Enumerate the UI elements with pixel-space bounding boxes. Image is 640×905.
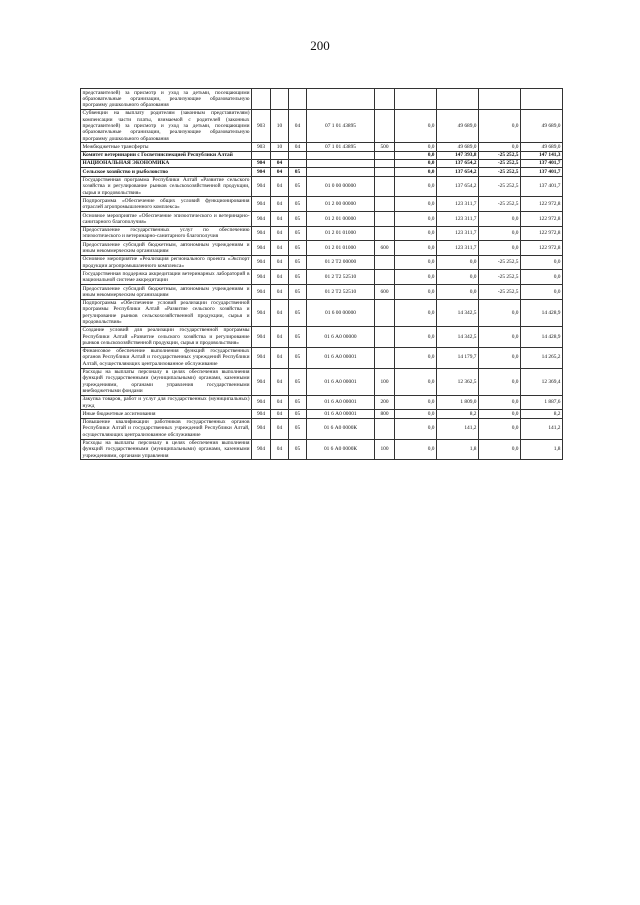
amount-1: 0,0 bbox=[395, 226, 437, 241]
target-article-code: 01 6 А0 00000 bbox=[307, 326, 375, 347]
amount-total: 147 141,3 bbox=[521, 151, 563, 159]
row-name: Сельское хозяйство и рыболовство bbox=[81, 168, 252, 176]
amount-change: 0,0 bbox=[479, 439, 521, 460]
target-article-code: 01 2 T2 52510 bbox=[307, 270, 375, 285]
amount-total: 0,0 bbox=[521, 270, 563, 285]
amount-change: 0,0 bbox=[479, 368, 521, 395]
amount-1: 0,0 bbox=[395, 255, 437, 270]
row-name: Финансовое обеспечение выполнения функций государственных органов Республики Алтай и государственных учреждений Республики Алтай, осуществляющих централизованное обслуживание bbox=[82, 348, 250, 367]
amount-change: -25 252,5 bbox=[479, 285, 521, 300]
amount-2: 1,8 bbox=[437, 439, 479, 460]
amount-1: 0,0 bbox=[395, 285, 437, 300]
amount-2: 141,2 bbox=[437, 418, 479, 439]
admin-code: 904 bbox=[252, 255, 271, 270]
admin-code: 904 bbox=[252, 176, 271, 197]
amount-total: 49 689,0 bbox=[521, 109, 563, 142]
admin-code: 904 bbox=[252, 299, 271, 326]
subsection-code: 05 bbox=[289, 212, 307, 227]
amount-1: 0,0 bbox=[395, 241, 437, 256]
target-article-code: 07 1 01 43895 bbox=[307, 109, 375, 142]
admin-code: 904 bbox=[252, 368, 271, 395]
admin-code: 904 bbox=[252, 212, 271, 227]
table-row bbox=[81, 347, 563, 368]
amount-change: 0,0 bbox=[479, 299, 521, 326]
amount-total: 122 972,8 bbox=[521, 226, 563, 241]
section-code: 04 bbox=[271, 212, 289, 227]
amount-change bbox=[479, 89, 521, 110]
amount-2: 123 311,7 bbox=[437, 197, 479, 212]
amount-change: 0,0 bbox=[479, 347, 521, 368]
section-code: 10 bbox=[271, 109, 289, 142]
amount-2: 147 393,8 bbox=[437, 151, 479, 159]
table-row bbox=[81, 439, 563, 460]
section-code: 04 bbox=[271, 270, 289, 285]
section-code: 04 bbox=[271, 197, 289, 212]
amount-1: 0,0 bbox=[395, 439, 437, 460]
target-article-code bbox=[307, 168, 375, 176]
amount-1: 0,0 bbox=[395, 197, 437, 212]
target-article-code: 01 2 01 00000 bbox=[307, 212, 375, 227]
row-name: представителей) за присмотр и уход за детьми, посещающими образовательные организации, реализующие образовательную программу дошкольного образования bbox=[82, 89, 250, 109]
target-article-code: 01 6 А0 00001 bbox=[307, 368, 375, 395]
expense-type-code bbox=[375, 159, 395, 167]
subsection-code: 05 bbox=[289, 241, 307, 256]
row-name: Подпрограмма «Обеспечение условий реализации государственной программы Республики Алтай «Развитие сельского хозяйства и регулирование рынков сельскохозяйственной продукции, сырья и продовольствия» bbox=[82, 300, 250, 325]
expense-type-code: 100 bbox=[375, 439, 395, 460]
subsection-code: 05 bbox=[289, 299, 307, 326]
section-code: 04 bbox=[271, 176, 289, 197]
subsection-code: 05 bbox=[289, 368, 307, 395]
section-code: 04 bbox=[271, 255, 289, 270]
row-name: Комитет ветеринарии с Госветинспекцией Республики Алтай bbox=[81, 151, 252, 159]
section-code: 04 bbox=[271, 410, 289, 418]
amount-1: 0,0 bbox=[395, 159, 437, 167]
row-name: Основное мероприятие «Обеспечение эпизоотического и ветеринарно-санитарного благополучия» bbox=[82, 212, 250, 225]
table-row bbox=[81, 395, 563, 410]
amount-1: 0,0 bbox=[395, 270, 437, 285]
subsection-code bbox=[289, 89, 307, 110]
admin-code: 904 bbox=[252, 159, 271, 167]
amount-1: 0,0 bbox=[395, 368, 437, 395]
amount-total: 141,2 bbox=[521, 418, 563, 439]
expense-type-code: 100 bbox=[375, 368, 395, 395]
row-name: Повышение квалификации работников государственных органов Республики Алтай и государственных учреждений Республики Алтай, осуществляющих централизованное обслуживание bbox=[82, 419, 250, 438]
table-row bbox=[81, 159, 563, 167]
amount-2: 12 362,5 bbox=[437, 368, 479, 395]
expense-type-code bbox=[375, 151, 395, 159]
amount-2: 123 311,7 bbox=[437, 226, 479, 241]
amount-1: 0,0 bbox=[395, 326, 437, 347]
section-code: 04 bbox=[271, 241, 289, 256]
expense-type-code bbox=[375, 89, 395, 110]
target-article-code: 01 6 А0 00001 bbox=[307, 395, 375, 410]
expense-type-code: 600 bbox=[375, 285, 395, 300]
amount-1: 0,0 bbox=[395, 410, 437, 418]
target-article-code: 01 2 T2 52510 bbox=[307, 285, 375, 300]
amount-2: 49 689,0 bbox=[437, 109, 479, 142]
table-row bbox=[81, 151, 563, 159]
amount-2: 137 654,2 bbox=[437, 176, 479, 197]
amount-2: 14 342,5 bbox=[437, 326, 479, 347]
subsection-code: 05 bbox=[289, 418, 307, 439]
amount-change: 0,0 bbox=[479, 410, 521, 418]
amount-change: 0,0 bbox=[479, 418, 521, 439]
row-name: Субвенции на выплату родителям (законным представителям) компенсации части платы, взимаемой с родителей (законных представителей) за присмотр и уход за детьми, посещающими образовательные организации, реализующие образовательную программу дошкольного образования bbox=[82, 110, 250, 142]
admin-code: 904 bbox=[252, 439, 271, 460]
subsection-code: 05 bbox=[289, 197, 307, 212]
table-row bbox=[81, 143, 563, 151]
expense-type-code: 200 bbox=[375, 395, 395, 410]
expense-type-code bbox=[375, 226, 395, 241]
subsection-code: 05 bbox=[289, 255, 307, 270]
target-article-code bbox=[307, 159, 375, 167]
table-row bbox=[81, 410, 563, 418]
row-name: Предоставление государственных услуг по обеспечению эпизоотического и ветеринарно-санитарного благополучия bbox=[82, 227, 250, 240]
amount-change: -25 252,5 bbox=[479, 151, 521, 159]
expense-type-code: 800 bbox=[375, 410, 395, 418]
subsection-code: 05 bbox=[289, 439, 307, 460]
amount-1: 0,0 bbox=[395, 299, 437, 326]
amount-2: 49 689,0 bbox=[437, 143, 479, 151]
subsection-code: 05 bbox=[289, 410, 307, 418]
row-name: Закупка товаров, работ и услуг для государственных (муниципальных) нужд bbox=[82, 396, 250, 409]
amount-2 bbox=[437, 89, 479, 110]
section-code: 04 bbox=[271, 347, 289, 368]
subsection-code: 04 bbox=[289, 143, 307, 151]
amount-2: 123 311,7 bbox=[437, 212, 479, 227]
amount-1: 0,0 bbox=[395, 176, 437, 197]
table-row bbox=[81, 299, 563, 326]
row-name: Межбюджетные трансферты bbox=[81, 143, 252, 151]
amount-change: -25 252,5 bbox=[479, 270, 521, 285]
amount-2: 123 311,7 bbox=[437, 241, 479, 256]
subsection-code: 05 bbox=[289, 326, 307, 347]
amount-change: -25 252,5 bbox=[479, 197, 521, 212]
amount-2: 137 654,2 bbox=[437, 159, 479, 167]
subsection-code bbox=[289, 151, 307, 159]
target-article-code: 01 6 А0 0000К bbox=[307, 418, 375, 439]
row-name: НАЦИОНАЛЬНАЯ ЭКОНОМИКА bbox=[81, 159, 252, 167]
admin-code bbox=[252, 89, 271, 110]
amount-2: 1 809,0 bbox=[437, 395, 479, 410]
amount-change: 0,0 bbox=[479, 212, 521, 227]
amount-change: 0,0 bbox=[479, 143, 521, 151]
table-row bbox=[81, 285, 563, 300]
amount-total: 1,8 bbox=[521, 439, 563, 460]
section-code: 04 bbox=[271, 299, 289, 326]
table-row bbox=[81, 212, 563, 227]
section-code: 04 bbox=[271, 226, 289, 241]
admin-code: 904 bbox=[252, 418, 271, 439]
expense-type-code bbox=[375, 347, 395, 368]
amount-total bbox=[521, 89, 563, 110]
amount-total: 14 428,9 bbox=[521, 326, 563, 347]
target-article-code bbox=[307, 89, 375, 110]
amount-total: 122 972,8 bbox=[521, 197, 563, 212]
amount-1: 0,0 bbox=[395, 168, 437, 176]
amount-2: 8,2 bbox=[437, 410, 479, 418]
expense-type-code bbox=[375, 168, 395, 176]
row-name: Подпрограмма «Обеспечение общих условий функционирования отраслей агропромышленного комплекса» bbox=[82, 197, 250, 211]
expense-type-code bbox=[375, 176, 395, 197]
subsection-code: 05 bbox=[289, 226, 307, 241]
admin-code: 904 bbox=[252, 241, 271, 256]
row-name: Государственная поддержка аккредитации ветеринарных лабораторий в национальной системе аккредитации bbox=[82, 270, 250, 284]
amount-2: 0,0 bbox=[437, 255, 479, 270]
amount-total: 137 401,7 bbox=[521, 176, 563, 197]
expense-type-code bbox=[375, 270, 395, 285]
amount-total: 8,2 bbox=[521, 410, 563, 418]
subsection-code: 04 bbox=[289, 109, 307, 142]
target-article-code: 01 2 01 01000 bbox=[307, 226, 375, 241]
table-row bbox=[81, 197, 563, 212]
expense-type-code: 600 bbox=[375, 241, 395, 256]
amount-change: 0,0 bbox=[479, 226, 521, 241]
table-row bbox=[81, 270, 563, 285]
table-row bbox=[81, 418, 563, 439]
expense-type-code: 500 bbox=[375, 143, 395, 151]
amount-change: 0,0 bbox=[479, 109, 521, 142]
target-article-code: 01 6 А0 00001 bbox=[307, 347, 375, 368]
subsection-code: 05 bbox=[289, 270, 307, 285]
amount-total: 49 689,0 bbox=[521, 143, 563, 151]
subsection-code: 05 bbox=[289, 168, 307, 176]
amount-change: 0,0 bbox=[479, 326, 521, 347]
section-code: 04 bbox=[271, 418, 289, 439]
subsection-code bbox=[289, 159, 307, 167]
amount-total: 0,0 bbox=[521, 285, 563, 300]
expense-type-code bbox=[375, 109, 395, 142]
target-article-code: 01 2 01 01000 bbox=[307, 241, 375, 256]
admin-code: 904 bbox=[252, 270, 271, 285]
target-article-code: 07 1 01 43895 bbox=[307, 143, 375, 151]
expense-type-code bbox=[375, 255, 395, 270]
amount-total: 0,0 bbox=[521, 255, 563, 270]
target-article-code: 01 0 00 00000 bbox=[307, 176, 375, 197]
row-name: Государственная программа Республики Алтай «Развитие сельского хозяйства и регулирование рынков сельскохозяйственной продукции, сырья и продовольствия» bbox=[82, 177, 250, 196]
budget-table bbox=[80, 88, 563, 460]
amount-1: 0,0 bbox=[395, 109, 437, 142]
amount-change: -25 252,5 bbox=[479, 159, 521, 167]
table-row bbox=[81, 168, 563, 176]
section-code bbox=[271, 151, 289, 159]
amount-1: 0,0 bbox=[395, 212, 437, 227]
amount-total: 137 401,7 bbox=[521, 168, 563, 176]
section-code: 04 bbox=[271, 168, 289, 176]
amount-total: 122 972,8 bbox=[521, 241, 563, 256]
section-code: 04 bbox=[271, 326, 289, 347]
expense-type-code bbox=[375, 212, 395, 227]
section-code: 04 bbox=[271, 368, 289, 395]
target-article-code: 01 6 А0 00001 bbox=[307, 410, 375, 418]
expense-type-code bbox=[375, 197, 395, 212]
amount-1: 0,0 bbox=[395, 151, 437, 159]
section-code: 10 bbox=[271, 143, 289, 151]
amount-2: 0,0 bbox=[437, 285, 479, 300]
admin-code: 904 bbox=[252, 168, 271, 176]
admin-code: 904 bbox=[252, 226, 271, 241]
amount-1: 0,0 bbox=[395, 395, 437, 410]
subsection-code: 05 bbox=[289, 176, 307, 197]
amount-total: 137 401,7 bbox=[521, 159, 563, 167]
amount-2: 0,0 bbox=[437, 270, 479, 285]
table-row bbox=[81, 241, 563, 256]
amount-change: -25 252,5 bbox=[479, 168, 521, 176]
amount-1: 0,0 bbox=[395, 418, 437, 439]
amount-total: 1 887,6 bbox=[521, 395, 563, 410]
section-code: 04 bbox=[271, 285, 289, 300]
admin-code: 904 bbox=[252, 197, 271, 212]
row-name: Предоставление субсидий бюджетным, автономным учреждениям и иным некоммерческим организациям bbox=[82, 285, 250, 298]
row-name: Расходы на выплаты персоналу в целях обеспечения выполнения функций государственными (муниципальными) органами, казенными учреждениями, органами управления государственными внебюджетными фондами bbox=[82, 369, 250, 394]
row-name: Иные бюджетные ассигнования bbox=[81, 410, 252, 418]
amount-change: -25 252,5 bbox=[479, 176, 521, 197]
target-article-code: 01 2 T2 00000 bbox=[307, 255, 375, 270]
table-row bbox=[81, 255, 563, 270]
table-row bbox=[81, 226, 563, 241]
amount-1: 0,0 bbox=[395, 347, 437, 368]
amount-change: 0,0 bbox=[479, 395, 521, 410]
amount-total: 14 265,2 bbox=[521, 347, 563, 368]
amount-total: 14 428,9 bbox=[521, 299, 563, 326]
admin-code: 904 bbox=[252, 410, 271, 418]
admin-code: 904 bbox=[252, 326, 271, 347]
expense-type-code bbox=[375, 418, 395, 439]
subsection-code: 05 bbox=[289, 347, 307, 368]
amount-total: 122 972,8 bbox=[521, 212, 563, 227]
page-number: 200 bbox=[310, 38, 330, 53]
target-article-code: 01 2 00 00000 bbox=[307, 197, 375, 212]
admin-code: 903 bbox=[252, 143, 271, 151]
amount-2: 137 654,2 bbox=[437, 168, 479, 176]
admin-code: 904 bbox=[252, 395, 271, 410]
row-name: Основное мероприятие «Реализация регионального проекта «Экспорт продукции агропромышленного комплекса» bbox=[82, 256, 250, 269]
amount-2: 14 179,7 bbox=[437, 347, 479, 368]
subsection-code: 05 bbox=[289, 285, 307, 300]
amount-total: 12 369,4 bbox=[521, 368, 563, 395]
row-name: Расходы на выплаты персоналу в целях обеспечения выполнения функций государственными (муниципальными) органами, казенными учреждениями, органами управления bbox=[82, 440, 250, 459]
subsection-code: 05 bbox=[289, 395, 307, 410]
amount-2: 14 342,5 bbox=[437, 299, 479, 326]
admin-code: 904 bbox=[252, 347, 271, 368]
target-article-code: 01 6 А0 0000К bbox=[307, 439, 375, 460]
section-code: 04 bbox=[271, 395, 289, 410]
table-row bbox=[81, 109, 563, 142]
row-name: Предоставление субсидий бюджетным, автономным учреждениям и иным некоммерческим организациям bbox=[82, 241, 250, 255]
amount-change: -25 252,5 bbox=[479, 255, 521, 270]
table-row bbox=[81, 176, 563, 197]
row-name: Создание условий для реализации государственной программы Республики Алтай «Развитие сельского хозяйства и регулирование рынков сельскохозяйственной продукции, сырья и продовольствия» bbox=[82, 327, 250, 346]
section-code bbox=[271, 89, 289, 110]
admin-code: 903 bbox=[252, 109, 271, 142]
section-code: 04 bbox=[271, 439, 289, 460]
amount-1 bbox=[395, 89, 437, 110]
target-article-code: 01 6 00 00000 bbox=[307, 299, 375, 326]
expense-type-code bbox=[375, 326, 395, 347]
amount-change: 0,0 bbox=[479, 241, 521, 256]
admin-code bbox=[252, 151, 271, 159]
amount-1: 0,0 bbox=[395, 143, 437, 151]
admin-code: 904 bbox=[252, 285, 271, 300]
table-row bbox=[81, 89, 563, 110]
table-row bbox=[81, 368, 563, 395]
target-article-code bbox=[307, 151, 375, 159]
section-code: 04 bbox=[271, 159, 289, 167]
table-row bbox=[81, 326, 563, 347]
expense-type-code bbox=[375, 299, 395, 326]
